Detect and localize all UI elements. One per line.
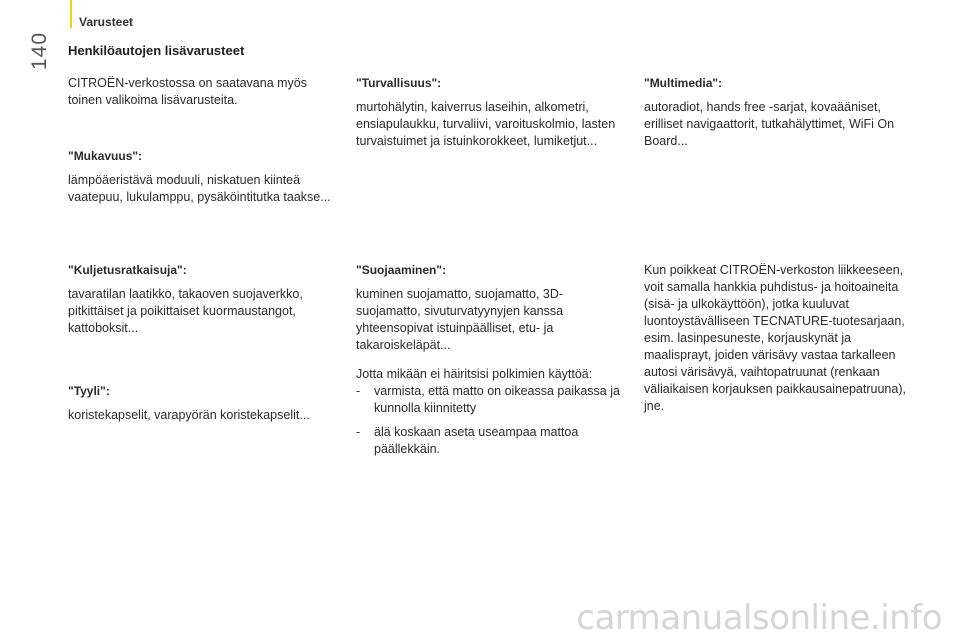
intro-block xyxy=(68,75,343,109)
service-block xyxy=(644,262,914,415)
intro-text: CITROËN-verkostossa on saatavana myös toinen valikoima lisävarusteita. xyxy=(68,76,307,107)
turvallisuus-text: murtohälytin, kaiverrus laseihin, alkometri, ensiapulaukku, turvaliivi, varoituskolmio, lasten turvaistuimet ja istuinkorokkeet, lumiketjut... xyxy=(356,100,616,148)
section-accent-bar xyxy=(70,0,72,28)
list-dash: - xyxy=(356,425,361,439)
multimedia-text: autoradiot, hands free -sarjat, kovaääniset, erilliset navigaattorit, tutkahälyttimet, WiFi On Board... xyxy=(644,100,895,148)
service-text: Kun poikkeat CITROËN-verkoston liikkeeseen, voit samalla hankkia puhdistus- ja hoitoaineita (sisä- ja ulkokäyttöön), jotka kuuluvat luontoystävälliseen TECNATURE-tuotesarjaan, esim. lasinpesuneste, korjauskynät ja maalisprayt, joiden värisävy vastaa tarkalleen autosi värisävyä, vaihtopatruunat (renkaan väliaikaisen korjauksen paikkausainepatruuna), jne. xyxy=(644,263,906,413)
turvallisuus-heading: "Turvallisuus": xyxy=(356,76,442,90)
mukavuus-heading: "Mukavuus": xyxy=(68,149,143,163)
list-item-text: varmista, että matto on oikeassa paikassa ja kunnolla kiinnitetty xyxy=(374,384,620,415)
tyyli-text: koristekapselit, varapyörän koristekapselit... xyxy=(68,408,310,422)
list-item xyxy=(356,383,621,417)
kuljetus-heading: "Kuljetusratkaisuja": xyxy=(68,263,187,277)
tyyli-heading: "Tyyli": xyxy=(68,384,110,398)
multimedia-block xyxy=(644,75,914,150)
list-item-text: älä koskaan aseta useampaa mattoa päällekkäin. xyxy=(374,425,579,456)
watermark: carmanualsonline.info xyxy=(576,598,942,638)
kuljetus-text: tavaratilan laatikko, takaoven suojaverkko, pitkittäiset ja poikittaiset kuormaustangot, kattoboksit... xyxy=(68,287,303,335)
mats-list xyxy=(356,383,621,458)
suojaaminen-text: kuminen suojamatto, suojamatto, 3D-suojamatto, sivuturvatyynyjen kanssa yhteensopivat istuinpäälliset, etu- ja takaroiskeläpät... xyxy=(356,287,564,352)
page-title: Henkilöautojen lisävarusteet xyxy=(68,43,245,58)
mukavuus-text: lämpöäeristävä moduuli, niskatuen kiinteä vaatepuu, lukulamppu, pysäköintitutka taakse... xyxy=(68,173,331,204)
kuljetus-block xyxy=(68,262,343,337)
section-label: Varusteet xyxy=(79,15,134,29)
turvallisuus-block xyxy=(356,75,621,150)
tyyli-block xyxy=(68,383,343,424)
mats-intro: Jotta mikään ei häiritsisi polkimien käyttöä: xyxy=(356,367,593,381)
suojaaminen-heading: "Suojaaminen": xyxy=(356,263,447,277)
list-item xyxy=(356,424,621,458)
page-number: 140 xyxy=(28,31,51,70)
mats-block xyxy=(356,366,621,465)
list-dash: - xyxy=(356,384,361,398)
suojaaminen-block xyxy=(356,262,621,354)
multimedia-heading: "Multimedia": xyxy=(644,76,723,90)
mukavuus-block xyxy=(68,148,343,206)
